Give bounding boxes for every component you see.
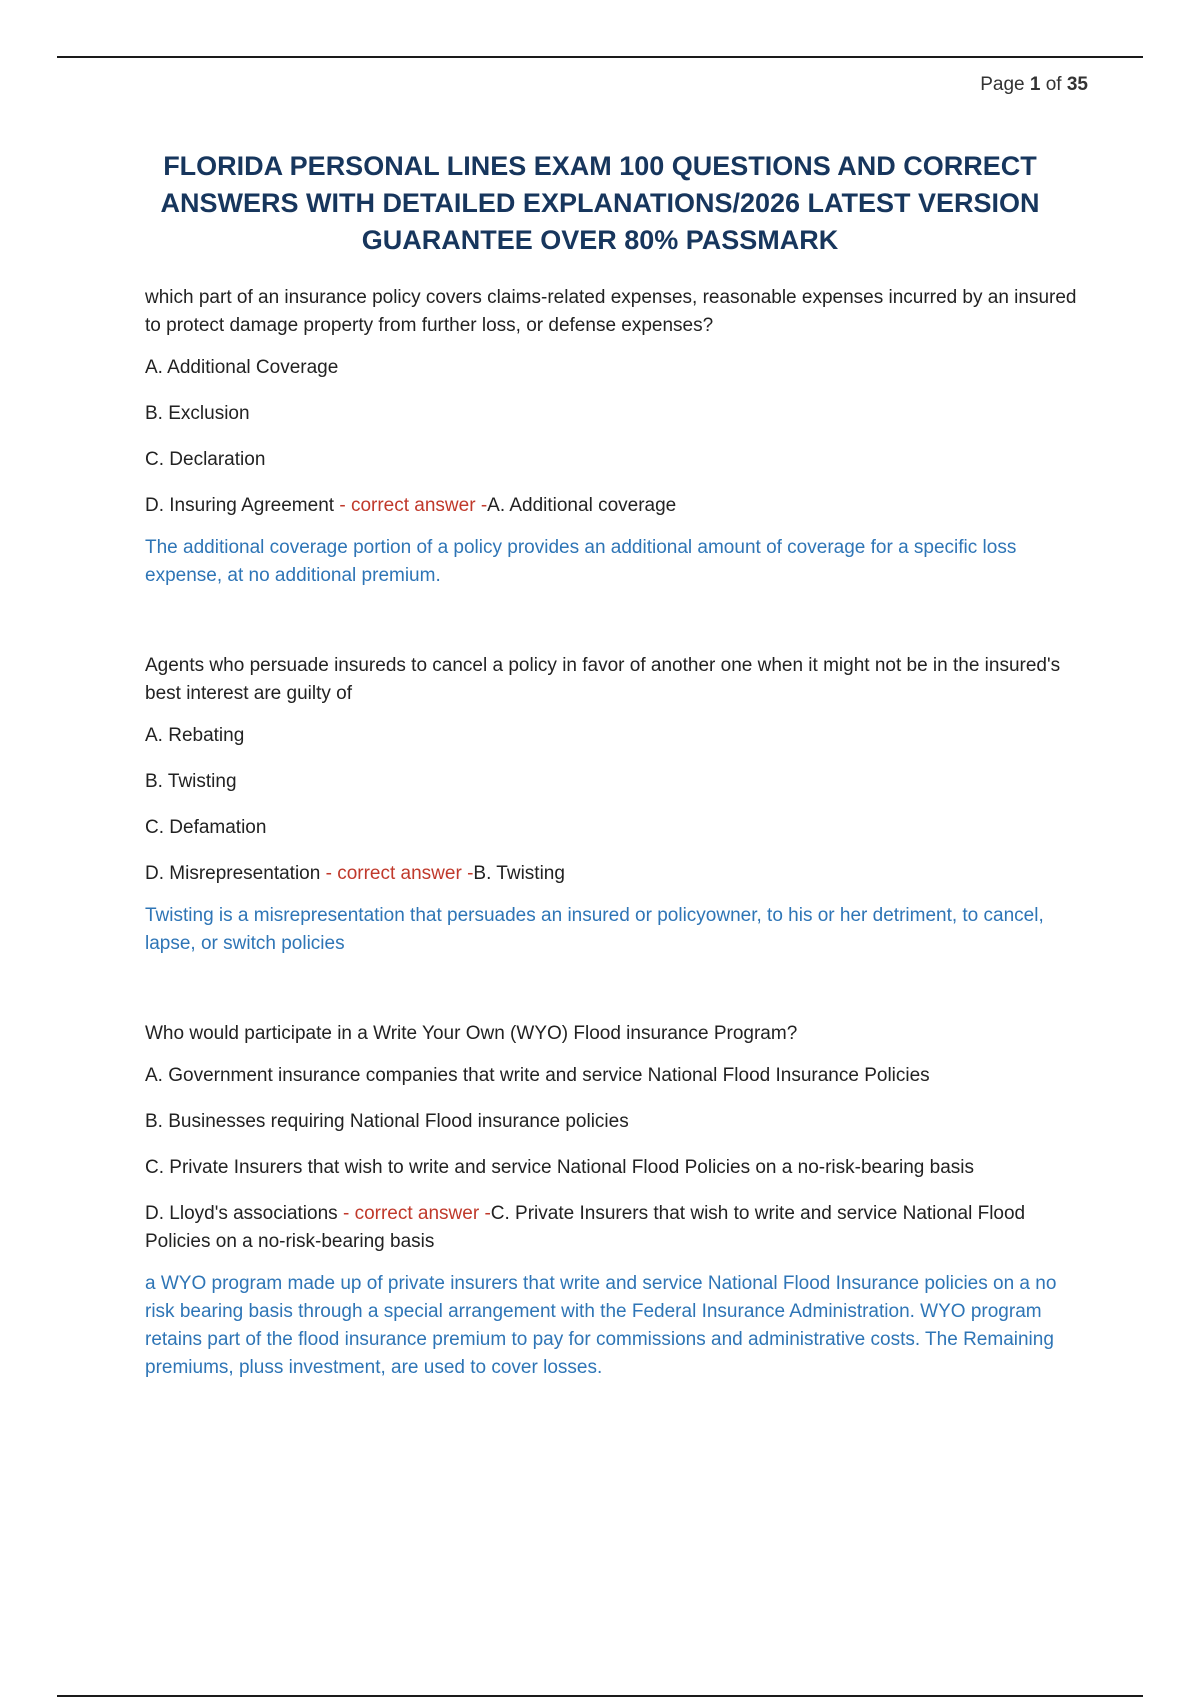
header-rule [57, 56, 1143, 58]
question-block-1 [145, 284, 1085, 590]
question-block-2 [145, 652, 1085, 958]
question-text: Agents who persuade insureds to cancel a policy in favor of another one when it might not be in the insured's best interest are guilty of [145, 655, 1061, 704]
answer-explanation: The additional coverage portion of a policy provides an additional amount of coverage for a specific loss expense, at no additional premium. [145, 537, 1017, 586]
correct-answer-label: correct answer [337, 863, 462, 884]
title-line-2: ANSWERS WITH DETAILED EXPLANATIONS/2026 LATEST VERSION [160, 188, 1040, 218]
questions-list [145, 284, 1085, 1382]
answer-option-c: C. Defamation [145, 817, 267, 838]
page-total: 35 [1066, 74, 1088, 95]
correct-answer-value: A. Additional coverage [487, 495, 677, 516]
title-line-3: GUARANTEE OVER 80% PASSMARK [361, 225, 839, 255]
page-label: Page [980, 74, 1025, 95]
answer-option-b: B. Twisting [145, 771, 237, 792]
footer-rule [57, 1695, 1143, 1697]
title-line-1: FLORIDA PERSONAL LINES EXAM 100 QUESTIONS AND CORRECT [163, 151, 1037, 181]
correct-answer-label: correct answer [354, 1203, 480, 1224]
answer-explanation: Twisting is a misrepresentation that persuades an insured or policyowner, to his or her detriment, to cancel, lapse, or switch policies [145, 905, 1044, 954]
question-text: which part of an insurance policy covers claims-related expenses, reasonable expenses incurred by an insured to protect damage property from further loss, or defense expenses? [145, 287, 1077, 336]
answer-option-d: D. Insuring Agreement - correct answer -A. Additional coverage [145, 495, 677, 516]
answer-option-d: D. Lloyd's associations - correct answer -C. Private Insurers that wish to write and service National Flood Policies on a no-risk-bearing basis [145, 1203, 1026, 1252]
page-current: 1 [1029, 74, 1041, 95]
question-block-3 [145, 1020, 1085, 1382]
question-text: Who would participate in a Write Your Own (WYO) Flood insurance Program? [145, 1023, 798, 1044]
answer-option-b: B. Exclusion [145, 403, 250, 424]
answer-option-c: C. Declaration [145, 449, 266, 470]
answer-option-d: D. Misrepresentation - correct answer -B. Twisting [145, 863, 565, 884]
answer-option-a: A. Additional Coverage [145, 357, 339, 378]
page-number [980, 74, 1088, 96]
answer-option-b: B. Businesses requiring National Flood insurance policies [145, 1111, 629, 1132]
option-d-text: D. Lloyd's associations [145, 1203, 338, 1224]
correct-answer-value: B. Twisting [473, 863, 565, 884]
document-title [120, 148, 1080, 259]
option-d-text: D. Insuring Agreement [145, 495, 335, 516]
answer-explanation: a WYO program made up of private insurers that write and service National Flood Insurance policies on a no risk bearing basis through a special arrangement with the Federal Insurance Administration. WYO program retains part of the flood insurance premium to pay for commissions and administrative costs. The Remaining premiums, pluss investment, are used to cover losses. [145, 1273, 1057, 1378]
answer-option-a: A. Rebating [145, 725, 245, 746]
answer-option-a: A. Government insurance companies that write and service National Flood Insurance Policies [145, 1065, 930, 1086]
page-of: of [1045, 74, 1062, 95]
option-d-text: D. Misrepresentation [145, 863, 321, 884]
answer-option-c: C. Private Insurers that wish to write and service National Flood Policies on a no-risk-bearing basis [145, 1157, 974, 1178]
correct-answer-label: correct answer [350, 495, 476, 516]
correct-answer-value: C. Private Insurers that wish to write and service National Flood Policies on a no-risk-bearing basis [145, 1203, 1026, 1252]
